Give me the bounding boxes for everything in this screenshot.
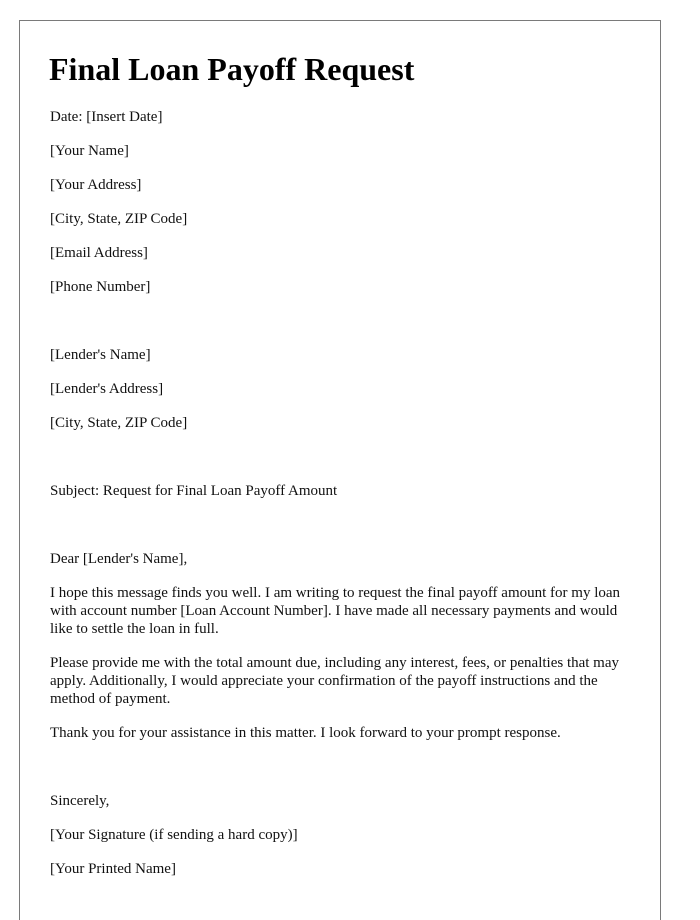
sender-name: [Your Name] (50, 143, 129, 159)
salutation: Dear [Lender's Name], (50, 551, 188, 567)
sender-city-state-zip: [City, State, ZIP Code] (50, 211, 188, 227)
closing: Sincerely, (50, 793, 110, 809)
letter-title: Final Loan Payoff Request (49, 51, 415, 87)
letter-page (19, 20, 661, 920)
body-paragraph: I hope this message finds you well. I am writing to request the final payoff amount for my loan with account number [Loan Account Number]. I have made all necessary payments and would like to settle the loan in full. (50, 585, 621, 637)
date-line: Date: [Insert Date] (50, 109, 163, 125)
signature-line: [Your Signature (if sending a hard copy)] (50, 827, 298, 843)
sender-phone: [Phone Number] (50, 279, 151, 295)
body-paragraph: Thank you for your assistance in this matter. I look forward to your prompt response. (50, 725, 561, 741)
recipient-address: [Lender's Address] (50, 381, 164, 397)
printed-name: [Your Printed Name] (50, 861, 176, 877)
recipient-city-state-zip: [City, State, ZIP Code] (50, 415, 188, 431)
recipient-name: [Lender's Name] (50, 347, 151, 363)
body-paragraph: Please provide me with the total amount due, including any interest, fees, or penalties that may apply. Additionally, I would appreciate your confirmation of the payoff instructions and the method of payment. (50, 655, 620, 707)
sender-email: [Email Address] (50, 245, 148, 261)
sender-address: [Your Address] (50, 177, 142, 193)
subject-line: Subject: Request for Final Loan Payoff Amount (50, 483, 338, 499)
